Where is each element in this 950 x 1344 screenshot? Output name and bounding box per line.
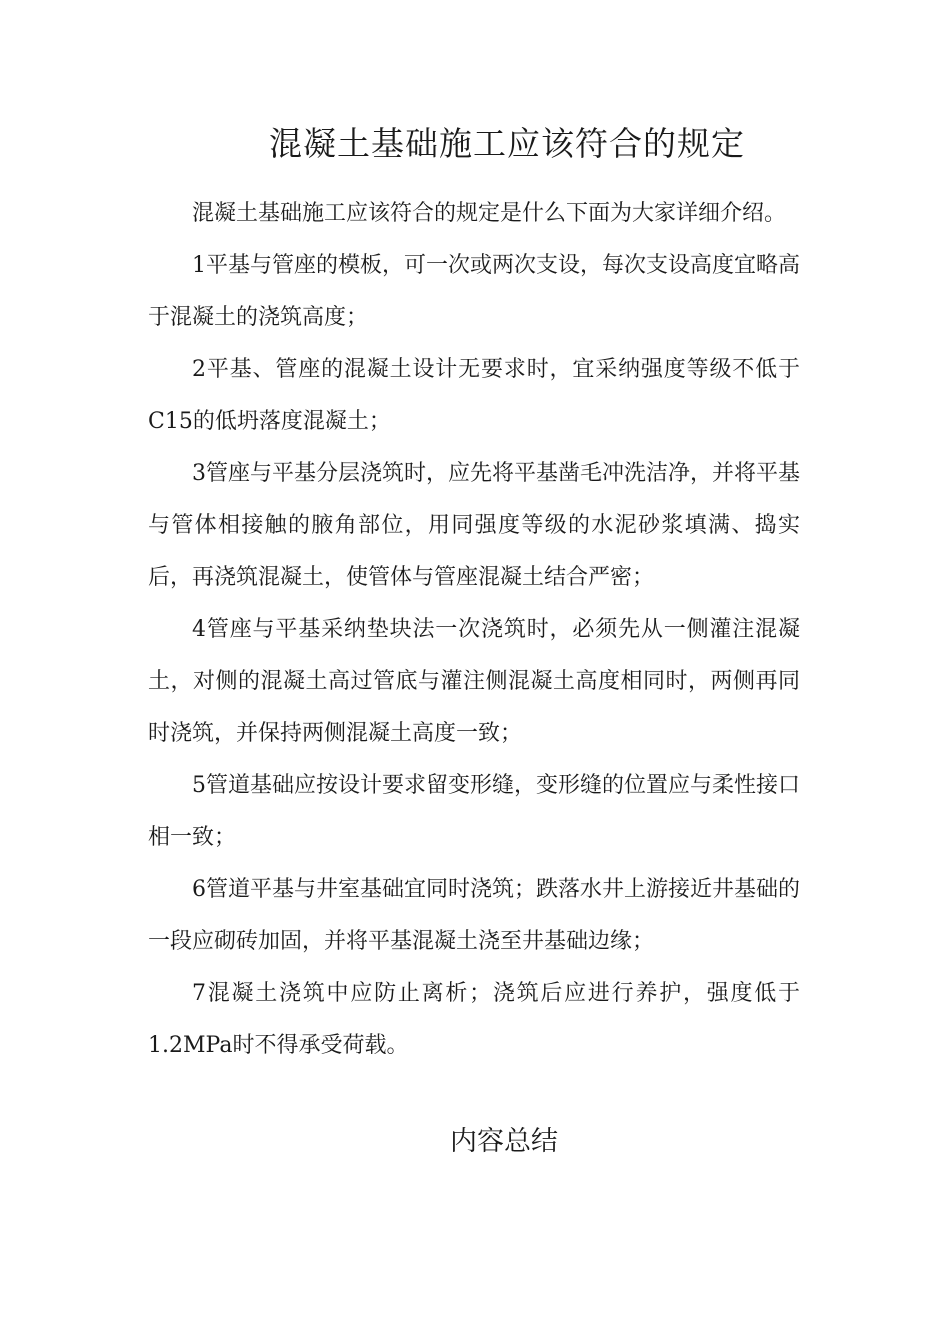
summary-heading: 内容总结 (450, 1126, 558, 1157)
clause-3-paragraph: 3管座与平基分层浇筑时，应先将平基凿毛冲洗洁净，并将平基与管体相接触的腋角部位，用同强度等级的水泥砂浆填满、捣实后，再浇筑混凝土，使管体与管座混凝土结合严密； (148, 461, 800, 590)
clause-4-paragraph: 4管座与平基采纳垫块法一次浇筑时，必须先从一侧灌注混凝土，对侧的混凝土高过管底与灌注侧混凝土高度相同时，两侧再同时浇筑，并保持两侧混凝土高度一致； (148, 617, 800, 746)
clause-5-paragraph: 5管道基础应按设计要求留变形缝，变形缝的位置应与柔性接口相一致； (148, 773, 800, 850)
clause-2-paragraph: 2平基、管座的混凝土设计无要求时，宜采纳强度等级不低于C15的低坍落度混凝土； (148, 357, 800, 434)
clause-7-paragraph: 7混凝土浇筑中应防止离析；浇筑后应进行养护，强度低于1.2MPa时不得承受荷载。 (148, 981, 800, 1058)
clause-1-paragraph: 1平基与管座的模板，可一次或两次支设，每次支设高度宜略高于混凝土的浇筑高度； (148, 253, 800, 330)
document-body (148, 188, 800, 1072)
intro-paragraph: 混凝土基础施工应该符合的规定是什么下面为大家详细介绍。 (192, 201, 787, 226)
clause-6-paragraph: 6管道平基与井室基础宜同时浇筑；跌落水井上游接近井基础的一段应砌砖加固，并将平基混凝土浇至井基础边缘； (148, 877, 800, 954)
document-title: 混凝土基础施工应该符合的规定 (269, 124, 745, 163)
